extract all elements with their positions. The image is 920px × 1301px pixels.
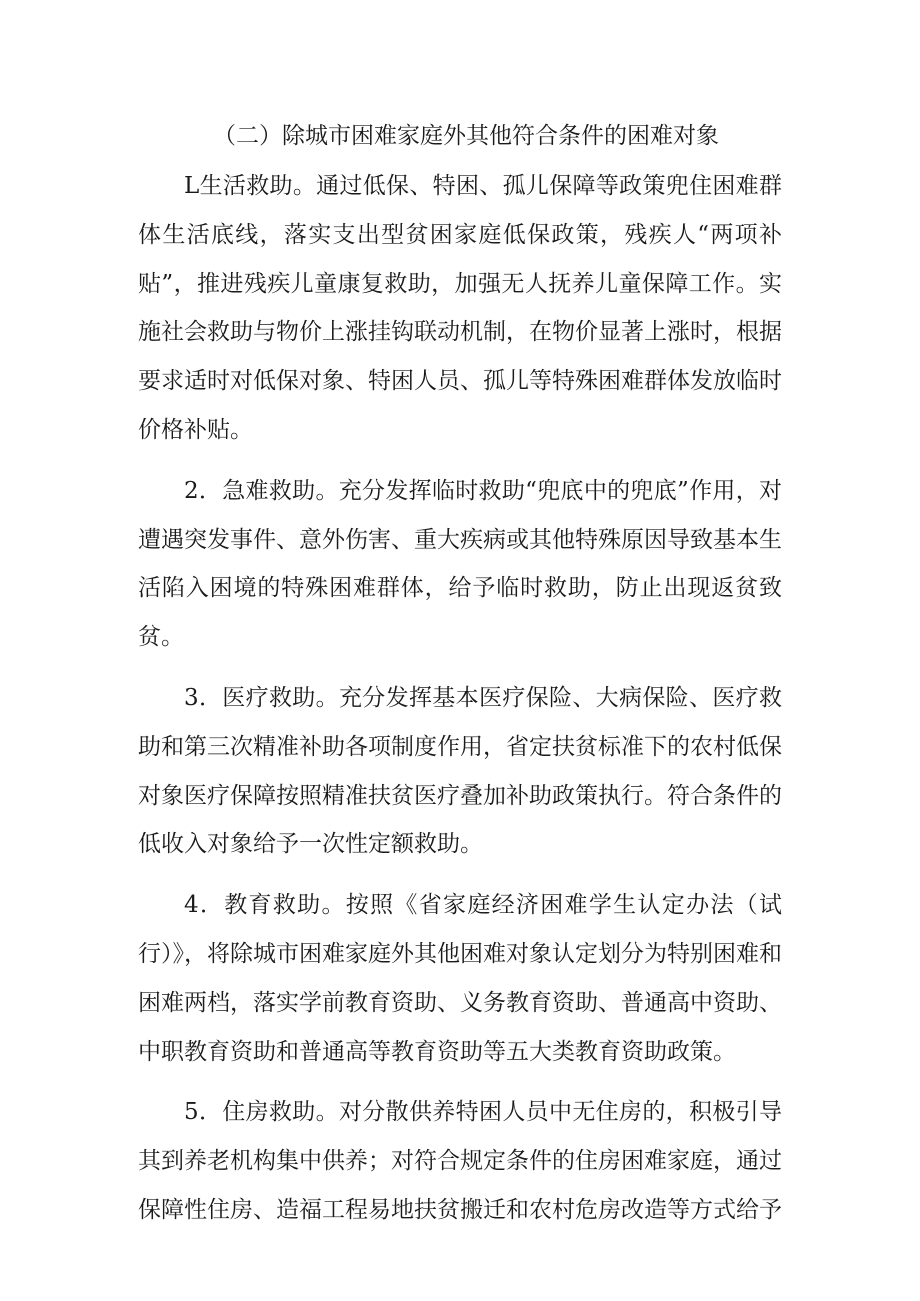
paragraph-education-assistance: 4．教育救助。按照《省家庭经济困难学生认定办法（试行）》，将除城市困难家庭外其他困难对象认定划分为特别困难和困难两档，落实学前教育资助、义务教育资助、普通高中资助、中职教育资助和普通高等教育资助等五大类教育资助政策。 [138, 892, 782, 1065]
paragraph-medical-assistance: 3．医疗救助。充分发挥基本医疗保险、大病保险、医疗救助和第三次精准补助各项制度作用，省定扶贫标准下的农村低保对象医疗保障按照精准扶贫医疗叠加补助政策执行。符合条件的低收入对象给予一次性定额救助。 [138, 684, 782, 858]
paragraph-housing-assistance: 5．住房救助。对分散供养特困人员中无住房的，积极引导其到养老机构集中供养；对符合规定条件的住房困难家庭，通过保障性住房、造福工程易地扶贫搬迁和农村危房改造等方式给予 [138, 1099, 782, 1223]
section-heading: （二）除城市困难家庭外其他符合条件的困难对象 [213, 123, 719, 149]
paragraph-living-assistance: L生活救助。通过低保、特困、孤儿保障等政策兜住困难群体生活底线，落实支出型贫困家庭低保政策，残疾人“两项补贴”，推进残疾儿童康复救助，加强无人抚养儿童保障工作。实施社会救助与物价上涨挂钩联动机制，在物价显著上涨时，根据要求适时对低保对象、特困人员、孤儿等特殊困难群体发放临时价格补贴。 [138, 173, 782, 443]
paragraph-emergency-assistance: 2．急难救助。充分发挥临时救助“兜底中的兜底”作用，对遭遇突发事件、意外伤害、重大疾病或其他特殊原因导致基本生活陷入困境的特殊困难群体，给予临时救助，防止出现返贫致贫。 [138, 477, 782, 651]
